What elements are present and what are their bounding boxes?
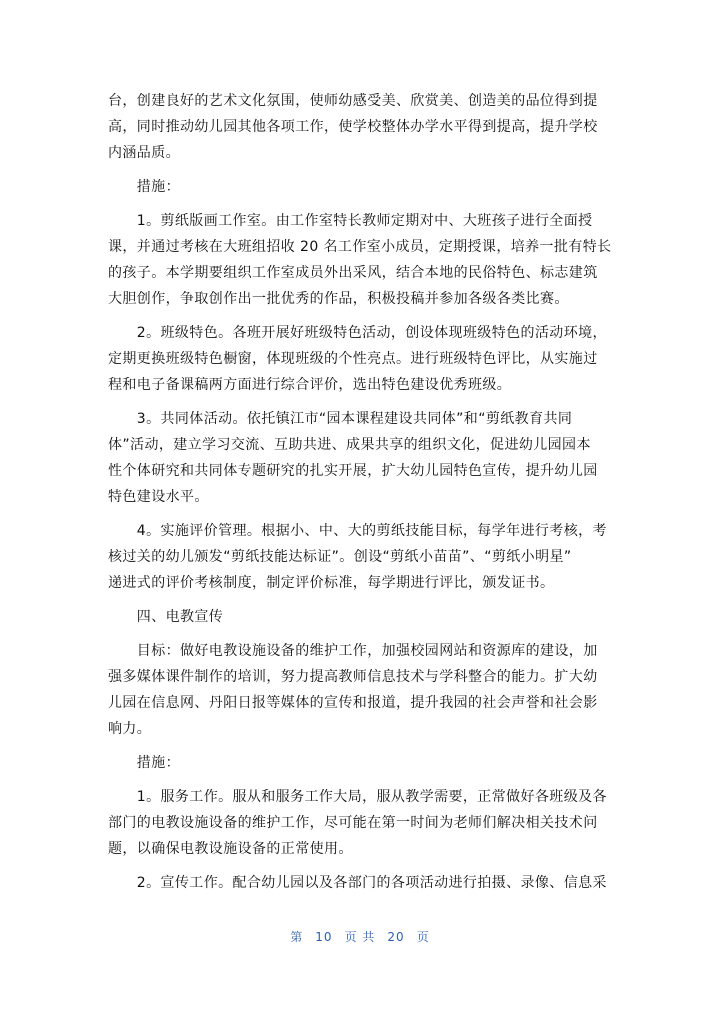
text-line: 四、电教宣传 (108, 609, 224, 625)
paragraph-gap (108, 312, 612, 320)
text-line: 强多媒体课件制作的培训，努力提高教师信息技术与学科整合的能力。扩大幼 (108, 669, 598, 685)
text-line: 3。共同体活动。依托镇江市“园本课程建设共同体”和“剪纸教育共同 (108, 411, 573, 427)
text-line: 性个体研究和共同体专题研究的扎实开展，扩大幼儿园特色宣传，提升幼儿园 (108, 463, 598, 479)
text-line: 大胆创作，争取创作出一批优秀的作品，积极投稿并参加各级各类比赛。 (108, 291, 569, 307)
paragraph (108, 320, 612, 398)
paragraph-gap (108, 630, 612, 638)
paragraph-gap (108, 596, 612, 604)
text-line: 2。班级特色。各班开展好班级特色活动，创设体现班级特色的活动环境， (108, 325, 607, 341)
paragraph (108, 406, 612, 510)
footer-middle: 页 共 (344, 930, 376, 944)
paragraph (108, 604, 612, 630)
text-line: 儿园在信息网、丹阳日报等媒体的宣传和报道，提升我园的社会声誉和社会影 (108, 695, 598, 711)
footer-prefix: 第 (290, 930, 304, 944)
paragraph (108, 88, 612, 166)
text-line: 特色建设水平。 (108, 489, 209, 505)
footer-total-pages: 20 (387, 930, 405, 944)
text-line: 台，创建良好的艺术文化氛围，使师幼感受美、欣赏美、创造美的品位得到提 (108, 93, 598, 109)
text-line: 内涵品质。 (108, 145, 180, 161)
text-line: 措施： (108, 179, 180, 195)
document-body (108, 88, 612, 896)
text-line: 2。宣传工作。配合幼儿园以及各部门的各项活动进行拍摄、录像、信息采 (108, 875, 607, 891)
text-line: 定期更换班级特色橱窗，体现班级的个性亮点。进行班级特色评比，从实施过 (108, 351, 598, 367)
text-line: 1。服务工作。服从和服务工作大局，服从教学需要，正常做好各班级及各 (108, 789, 607, 805)
text-line: 核过关的幼儿颁发“剪纸技能达标证”。创设“剪纸小苗苗”、“剪纸小明星” (108, 549, 572, 565)
paragraph (108, 174, 612, 200)
text-line: 题，以确保电教设施设备的正常使用。 (108, 841, 353, 857)
text-line: 递进式的评价考核制度，制定评价标准，每学期进行评比，颁发证书。 (108, 575, 555, 591)
text-line: 目标：做好电教设施设备的维护工作，加强校园网站和资源库的建设，加 (108, 643, 598, 659)
paragraph (108, 870, 612, 896)
paragraph-gap (108, 742, 612, 750)
footer-suffix: 页 (416, 930, 430, 944)
paragraph (108, 208, 612, 312)
paragraph (108, 784, 612, 862)
text-line: 的孩子。本学期要组织工作室成员外出采风，结合本地的民俗特色、标志建筑 (108, 265, 598, 281)
paragraph (108, 638, 612, 742)
text-line: 响力。 (108, 721, 152, 737)
text-line: 课，并通过考核在大班组招收 20 名工作室小成员，定期授课，培养一批有特长 (108, 239, 612, 255)
text-line: 措施： (108, 755, 180, 771)
text-line: 1。剪纸版画工作室。由工作室特长教师定期对中、大班孩子进行全面授 (108, 213, 593, 229)
text-line: 程和电子备课稿两方面进行综合评价，选出特色建设优秀班级。 (108, 377, 512, 393)
text-line: 体”活动，建立学习交流、互助共进、成果共享的组织文化，促进幼儿园园本 (108, 437, 591, 453)
paragraph-gap (108, 776, 612, 784)
paragraph-gap (108, 510, 612, 518)
text-line: 部门的电教设施设备的维护工作，尽可能在第一时间为老师们解决相关技术问 (108, 815, 598, 831)
page-footer (0, 928, 720, 945)
text-line: 4。实施评价管理。根据小、中、大的剪纸技能目标，每学年进行考核，考 (108, 523, 607, 539)
paragraph (108, 518, 612, 596)
paragraph-gap (108, 200, 612, 208)
paragraph-gap (108, 862, 612, 870)
paragraph-gap (108, 398, 612, 406)
paragraph-gap (108, 166, 612, 174)
text-line: 高，同时推动幼儿园其他各项工作，使学校整体办学水平得到提高，提升学校 (108, 119, 598, 135)
footer-current-page: 10 (315, 930, 333, 944)
paragraph (108, 750, 612, 776)
